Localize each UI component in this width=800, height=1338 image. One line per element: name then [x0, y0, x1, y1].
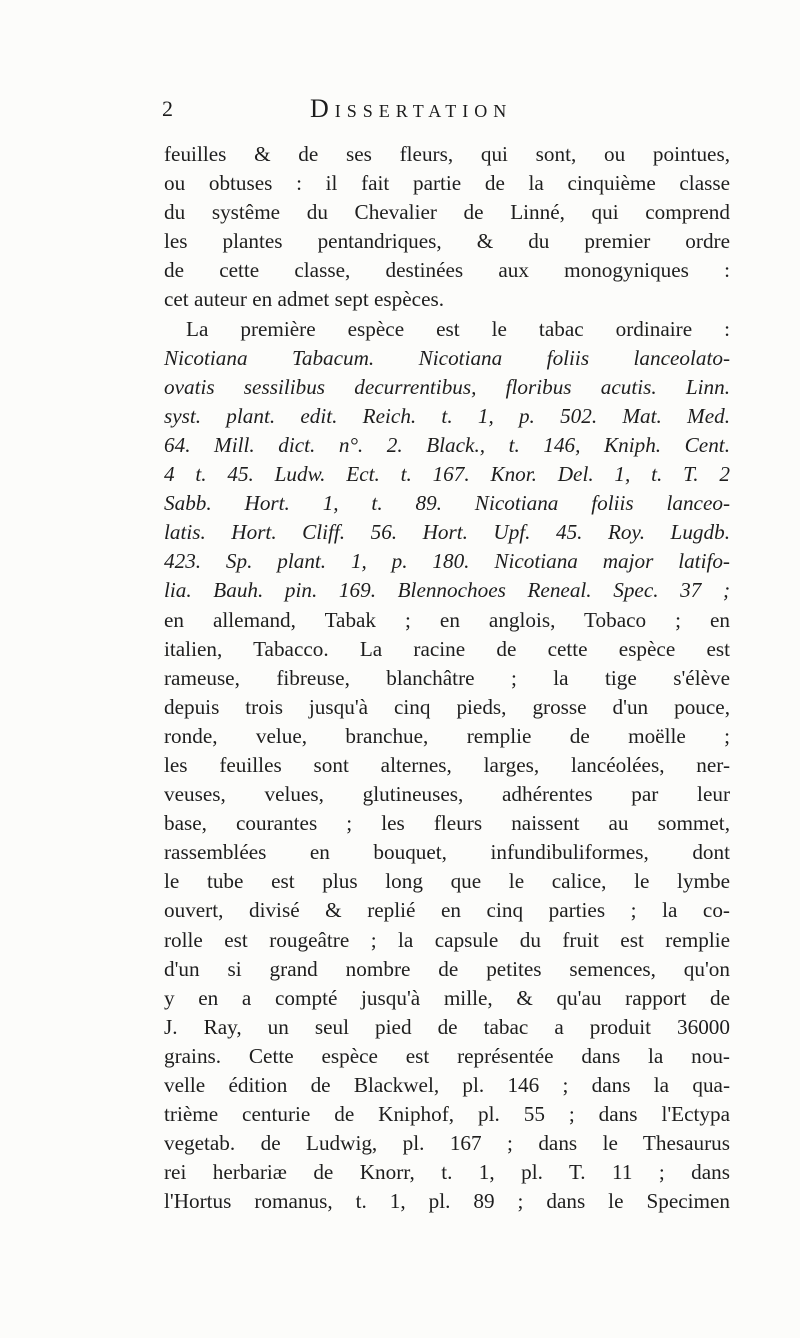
text-line: vegetab. de Ludwig, pl. 167 ; dans le Thesaurus [164, 1131, 730, 1156]
text-line: ouvert, divisé & replié en cinq parties ; la co- [164, 898, 730, 923]
text-line: La première espèce est le tabac ordinaire : [186, 316, 730, 341]
text-line: veuses, velues, glutineuses, adhérentes par leur [164, 782, 730, 807]
text-line: velle édition de Blackwel, pl. 146 ; dans la qua- [164, 1073, 730, 1097]
text-line: trième centurie de Kniphof, pl. 55 ; dans l'Ectypa [164, 1102, 730, 1127]
running-title: Dissertation [310, 94, 513, 123]
text-line: syst. plant. edit. Reich. t. 1, p. 502. Mat. Med. [164, 403, 730, 428]
text-line: les feuilles sont alternes, larges, lancéolées, ner- [164, 752, 730, 777]
body-text [164, 140, 730, 1216]
text-line: latis. Hort. Cliff. 56. Hort. Upf. 45. Roy. Lugdb. [164, 520, 730, 545]
text-line: italien, Tabacco. La racine de cette espèce est [164, 636, 730, 661]
text-line: d'un si grand nombre de petites semences, qu'on [164, 956, 730, 981]
text-line: 423. Sp. plant. 1, p. 180. Nicotiana major latifo- [164, 549, 730, 574]
text-line: rolle est rougeâtre ; la capsule du fruit est remplie [164, 927, 730, 952]
text-line: rei herbariæ de Knorr, t. 1, pl. T. 11 ; dans [164, 1160, 730, 1185]
text-line: 4 t. 45. Ludw. Ect. t. 167. Knor. Del. 1, t. T. 2 [164, 462, 730, 487]
text-line: du systême du Chevalier de Linné, qui comprend [164, 200, 730, 225]
page-header [160, 94, 730, 128]
text-line: ou obtuses : il fait partie de la cinquième classe [164, 171, 730, 196]
text-line: les plantes pentandriques, & du premier ordre [164, 229, 730, 254]
text-line: rameuse, fibreuse, blanchâtre ; la tige s'élève [164, 665, 730, 690]
text-line: y en a compté jusqu'à mille, & qu'au rapport de [164, 985, 730, 1010]
text-line: grains. Cette espèce est représentée dans la nou- [164, 1043, 730, 1068]
page-number: 2 [162, 96, 173, 121]
text-line: base, courantes ; les fleurs naissent au sommet, [164, 811, 730, 836]
text-line: de cette classe, destinées aux monogyniques : [164, 258, 730, 283]
text-line: depuis trois jusqu'à cinq pieds, grosse d'un pouce, [164, 694, 730, 719]
text-line: Sabb. Hort. 1, t. 89. Nicotiana foliis lanceo- [164, 491, 730, 516]
text-line: J. Ray, un seul pied de tabac a produit 36000 [164, 1014, 730, 1039]
text-line: 64. Mill. dict. n°. 2. Black., t. 146, Kniph. Cent. [164, 432, 730, 457]
text-line: lia. Bauh. pin. 169. Blennochoes Reneal. Spec. 37 ; [164, 578, 730, 603]
text-line: ovatis sessilibus decurrentibus, floribus acutis. Linn. [164, 374, 730, 399]
text-line: Nicotiana Tabacum. Nicotiana foliis lanceolato- [164, 345, 730, 370]
text-line: l'Hortus romanus, t. 1, pl. 89 ; dans le Specimen [164, 1189, 730, 1214]
text-line: le tube est plus long que le calice, le lymbe [164, 869, 730, 894]
text-line: en allemand, Tabak ; en anglois, Tobaco ; en [164, 607, 730, 632]
text-line: cet auteur en admet sept espèces. [164, 287, 445, 312]
text-line: feuilles & de ses fleurs, qui sont, ou pointues, [164, 142, 730, 166]
text-line: rassemblées en bouquet, infundibuliformes, dont [164, 840, 730, 865]
text-line: ronde, velue, branchue, remplie de moëlle ; [164, 723, 730, 748]
